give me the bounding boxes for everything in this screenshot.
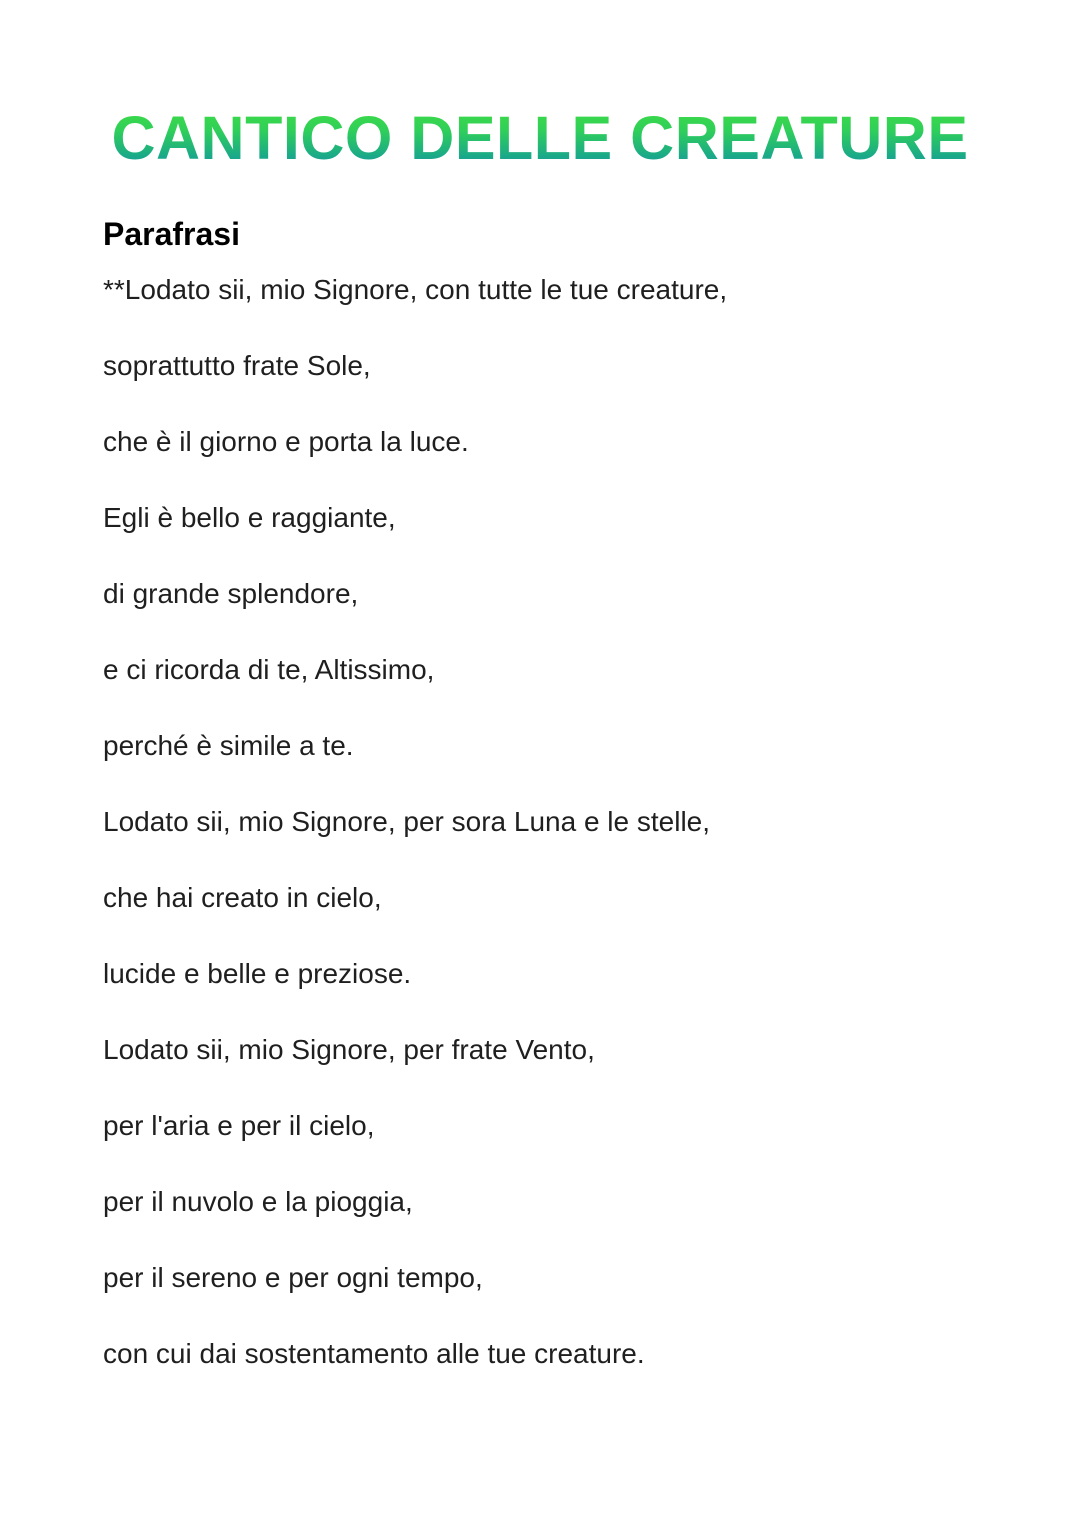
paraphrase-lines bbox=[103, 268, 727, 1408]
paraphrase-line: Egli è bello e raggiante, bbox=[103, 502, 396, 533]
paraphrase-line: di grande splendore, bbox=[103, 578, 359, 609]
section-heading-parafrasi: Parafrasi bbox=[103, 216, 240, 252]
page-title: CANTICO DELLE CREATURE bbox=[0, 100, 1080, 176]
paraphrase-line: per l'aria e per il cielo, bbox=[103, 1110, 375, 1141]
paraphrase-line: soprattutto frate Sole, bbox=[103, 350, 371, 381]
paraphrase-line: e ci ricorda di te, Altissimo, bbox=[103, 654, 435, 685]
paraphrase-line: che hai creato in cielo, bbox=[103, 882, 382, 913]
paraphrase-line: lucide e belle e preziose. bbox=[103, 958, 412, 989]
paraphrase-line: per il nuvolo e la pioggia, bbox=[103, 1186, 413, 1217]
paraphrase-line: Lodato sii, mio Signore, per frate Vento, bbox=[103, 1034, 595, 1065]
paraphrase-line: Lodato sii, mio Signore, per sora Luna e le stelle, bbox=[103, 806, 711, 837]
paraphrase-line: **Lodato sii, mio Signore, con tutte le tue creature, bbox=[103, 274, 728, 305]
paraphrase-line: con cui dai sostentamento alle tue creature. bbox=[103, 1338, 645, 1369]
paraphrase-line: per il sereno e per ogni tempo, bbox=[103, 1262, 483, 1293]
paraphrase-line: che è il giorno e porta la luce. bbox=[103, 426, 469, 457]
paraphrase-line: perché è simile a te. bbox=[103, 730, 354, 761]
